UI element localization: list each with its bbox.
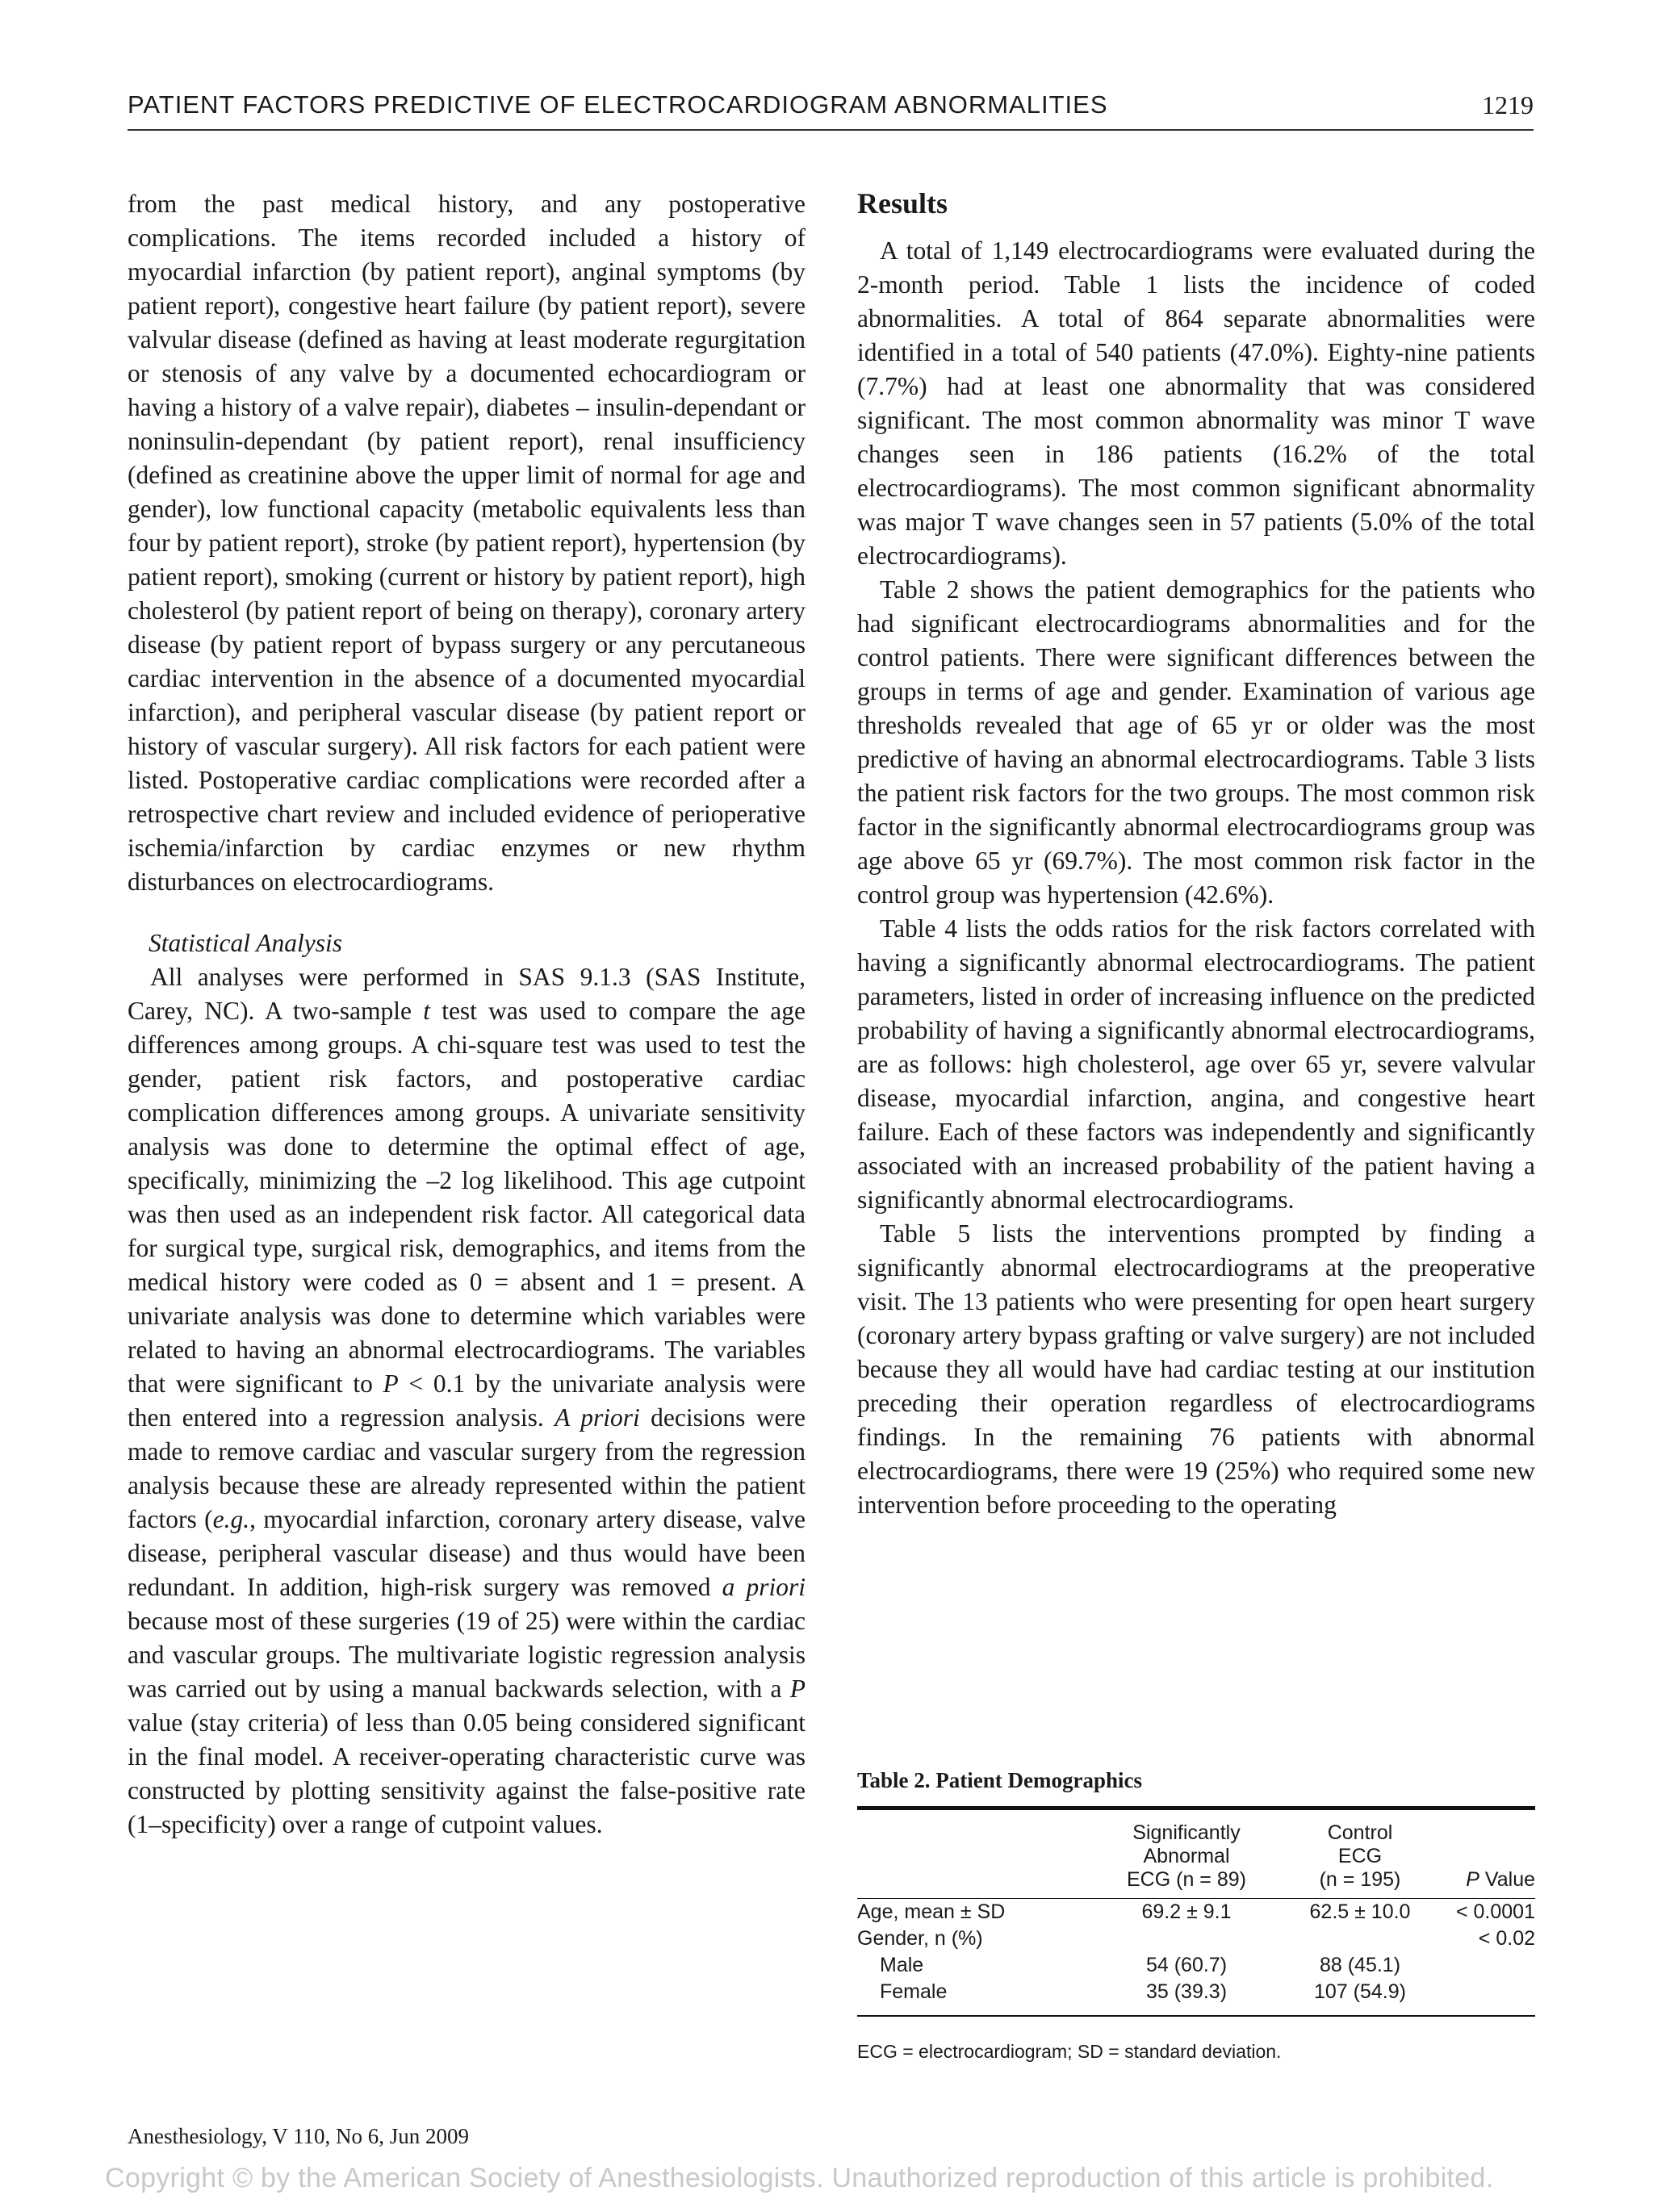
stat-text-1: All analyses were performed in SAS 9.1.3 (SAS Institute, Carey, NC). A two-sample xyxy=(128,963,806,1025)
header-abnormal: Significantly Abnormal ECG (n = 89) xyxy=(1127,1821,1246,1891)
header-p-value: P Value xyxy=(1466,1868,1535,1891)
methods-paragraph: from the past medical history, and any postoperative complications. The items recorded included a history of myocardial infarction (by patient report), anginal symptoms (by patient report), congestive heart failure (by patient report), severe valvular disease (defined as having at least moderate regurgitation or stenosis of any valve by a documented echocardiogram or having a history of a valve repair), diabetes – insulin-dependant or noninsulin-dependant (by patient report), renal insufficiency (defined as creatinine above the upper limit of normal for age and gender), low functional capacity (metabolic equivalents less than four by patient report), stroke (by patient report), hypertension (by patient report), smoking (current or history by patient report), high cholesterol (by patient report of being on therapy), coronary artery disease (by patient report of bypass surgery or any percutaneous cardiac intervention in the absence of a documented myocardial infarction), and peripheral vascular disease (by patient report or history of vascular surgery). All risk factors for each patient were listed. Postoperative cardiac complications were recorded after a retrospective chart review and included evidence of perioperative ischemia/infarction by cardiac enzymes or new rhythm disturbances on electrocardiograms. xyxy=(128,190,806,896)
header-label-cell xyxy=(857,1810,1098,1898)
statistical-analysis-heading: Statistical Analysis xyxy=(149,929,343,957)
stat-text-7: value (stay criteria) of less than 0.05 being considered significant in the final model. A receiver-operating characteristic curve was constructed by plotting sensitivity against the false-positive rate (1–specificity) over a range of cutpoint values. xyxy=(128,1708,806,1838)
running-head xyxy=(128,87,1534,131)
table-row: Age, mean ± SD 69.2 ± 9.1 62.5 ± 10.0 < 0.0001 xyxy=(857,1900,1535,1923)
table-row: Female 35 (39.3) 107 (54.9) xyxy=(880,1980,1406,2003)
stat-text-5: , myocardial infarction, coronary artery disease, valve disease, peripheral vascular disease) and thus would have been redundant. In addition, high-risk surgery was removed xyxy=(128,1505,806,1601)
table-footnote: ECG = electrocardiogram; SD = standard deviation. xyxy=(857,2041,1282,2062)
right-column xyxy=(857,187,1535,1522)
table-row: Gender, n (%) < 0.02 xyxy=(857,1927,1535,1950)
results-paragraph-2: Table 2 shows the patient demographics for the patients who had significant electrocardiograms abnormalities and for the control patients. There were significant differences between the groups in terms of age and gender. Examination of various age thresholds revealed that age of 65 yr or older was the most predictive of having an abnormal electrocardiograms. Table 3 lists the patient risk factors for the two groups. The most common risk factor in the significantly abnormal electrocardiograms group was age above 65 yr (69.7%). The most common risk factor in the control group was hypertension (42.6%). xyxy=(857,575,1535,909)
stat-text-6: because most of these surgeries (19 of 25) were within the cardiac and vascular groups. The multivariate logistic regression analysis was carried out by using a manual backwards selection, with a xyxy=(128,1607,806,1703)
stat-t-symbol: t xyxy=(423,997,430,1025)
results-paragraph-1: A total of 1,149 electrocardiograms were evaluated during the 2-month period. Table 1 lists the incidence of coded abnormalities. A total of 864 separate abnormalities were identified in a total of 540 patients (47.0%). Eighty-nine patients (7.7%) had at least one abnormality that was considered significant. The most common abnormality was minor T wave changes seen in 186 patients (16.2% of the total electrocardiograms). The most common significant abnormality was major T wave changes seen in 57 patients (5.0% of the total electrocardiograms). xyxy=(857,236,1535,570)
table-header-row xyxy=(857,1810,1535,1898)
header-control: Control ECG (n = 195) xyxy=(1319,1821,1401,1891)
results-paragraph-3: Table 4 lists the odds ratios for the risk factors correlated with having a significantly abnormal electrocardiograms. The patient parameters, listed in order of increasing influence on the predicted probability of having a significantly abnormal electrocardiograms, are as follows: high cholesterol, age over 65 yr, severe valvular disease, myocardial infarction, angina, and congestive heart failure. Each of these factors was independently and significantly associated with an increased probability of the patient having a significantly abnormal electrocardiograms. xyxy=(857,914,1535,1214)
results-paragraph-4: Table 5 lists the interventions prompted by finding a significantly abnormal electrocardiograms at the preoperative visit. The 13 patients who were presenting for open heart surgery (coronary artery bypass grafting or valve surgery) are not included because they all would have had cardiac testing at our institution preceding their operation regardless of electrocardiograms findings. In the remaining 76 patients with abnormal electrocardiograms, there were 19 (25%) who required some new intervention before proceeding to the operating xyxy=(857,1219,1535,1519)
page-number: 1219 xyxy=(1482,90,1534,119)
stat-p-symbol-2: P xyxy=(789,1675,806,1703)
demographics-table xyxy=(857,1810,1535,2015)
left-column xyxy=(128,187,806,1842)
stat-apriori-1: A priori xyxy=(554,1403,640,1432)
statistical-analysis-paragraph xyxy=(128,960,806,1842)
results-heading: Results xyxy=(857,187,948,220)
stat-eg: e.g. xyxy=(212,1505,250,1533)
journal-citation: Anesthesiology, V 110, No 6, Jun 2009 xyxy=(128,2124,470,2148)
stat-text-2: test was used to compare the age differences among groups. A chi-square test was used to test the gender, patient risk factors, and postoperative cardiac complication differences among groups. A univariate sensitivity analysis was done to determine the optimal effect of age, specifically, minimizing the –2 log likelihood. This age cutpoint was then used as an independent risk factor. All categorical data for surgical type, surgical risk, demographics, and items from the medical history were coded as 0 = absent and 1 = present. A univariate analysis was done to determine which variables were related to having an abnormal electrocardiograms. The variables that were significant to xyxy=(128,997,806,1398)
table-2 xyxy=(857,1766,1535,2063)
stat-apriori-2: a priori xyxy=(722,1573,806,1601)
table-row: Male 54 (60.7) 88 (45.1) xyxy=(880,1954,1401,1976)
stat-p-symbol-1: P xyxy=(383,1369,399,1398)
copyright-notice: Copyright © by the American Society of Anesthesiologists. Unauthorized reproduction of this article is prohibited. xyxy=(105,2163,1494,2193)
stat-text-4: decisions were made to remove cardiac and vascular surgery from the regression analysis because these are already represented within the patient factors ( xyxy=(128,1403,806,1533)
table-caption: Table 2. Patient Demographics xyxy=(857,1768,1142,1792)
stat-text-3: < 0.1 by the univariate analysis were then entered into a regression analysis. xyxy=(128,1369,806,1432)
table-bottom-rule xyxy=(857,2015,1535,2017)
running-title: PATIENT FACTORS PREDICTIVE OF ELECTROCARDIOGRAM ABNORMALITIES xyxy=(128,90,1108,119)
